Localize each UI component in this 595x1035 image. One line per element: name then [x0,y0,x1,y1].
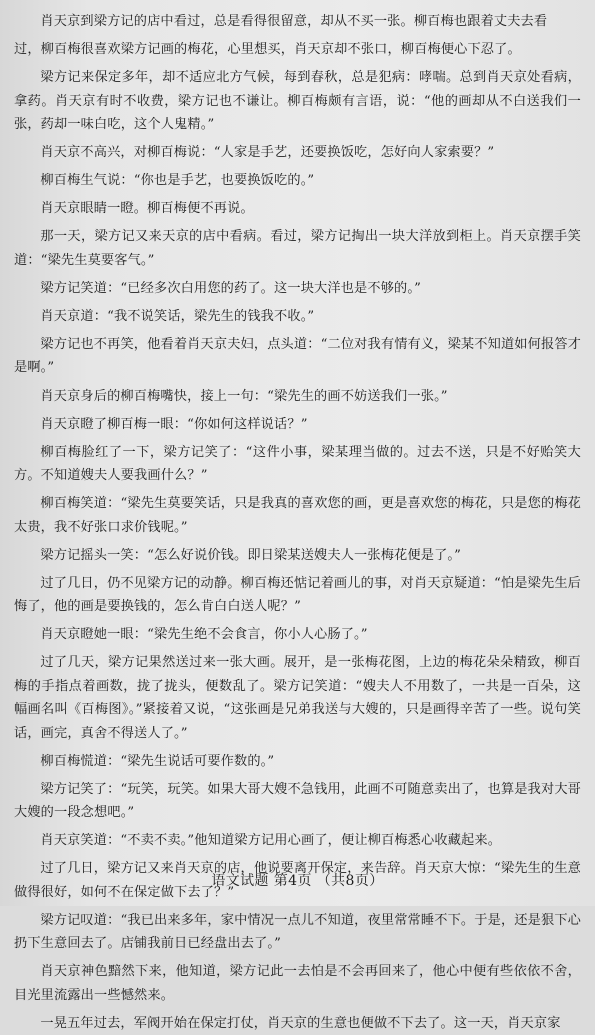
paragraph: 肖天京瞪了柳百梅一眼：“你如何这样说话？” [40,416,308,432]
paragraph: 肖天京到梁方记的店中看过，总是看得很留意，却从不买一张。柳百梅也跟着丈夫去看 [40,14,548,29]
paragraph: 过了几天，梁方记果然送过来一张大画。展开，是一张梅花图，上边的梅花朵朵精致，柳百梅的手指点着画数，拢了拢头，便数乱了。梁方记笑道：“嫂夫人不用数了，一共是一百朵，这幅画名叫《百梅图》。”紧接着又说，“这张画是兄弟我送与大嫂的，只是画得辛苦了一些。说句笑话，画完，真舍不得送人了。” [14,655,581,741]
paragraph: 柳百梅脸红了一下，梁方记笑了：“这件小事，梁某理当做的。过去不送，只是不好贻笑大方。不知道嫂夫人要我画什么？” [14,444,581,484]
paragraph: 梁方记也不再笑，他看着肖天京夫妇，点头道：“二位对我有情有义，梁某不知道如何报答才是啊。” [14,337,581,376]
paragraph: 梁方记笑道：“已经多次白用您的药了。这一块大洋也是不够的。” [40,280,422,296]
paragraph: 柳百梅生气说：“你也是手艺，也要换饭吃的。” [40,173,315,189]
paragraph: 那一天，梁方记又来天京的店中看病。看过，梁方记掏出一块大洋放到柜上。肖天京摆手笑道：“梁先生莫要客气。” [14,229,581,268]
paragraph: 过，柳百梅很喜欢梁方记画的梅花，心里想买，肖天京却不张口，柳百梅便心下忍了。 [14,42,521,58]
paragraph: 一晃五年过去，军阀开始在保定打仗，肖天京的生意也便做不下去了。这一天，肖天京家 [40,1015,561,1031]
paragraph: 肖天京不高兴，对柳百梅说：“人家是手艺，还要换饭吃，怎好向人家索要？” [40,145,495,161]
paragraph: 过了几日，仍不见梁方记的动静。柳百梅还惦记着画儿的事，对肖天京疑道：“怕是梁先生后悔了，他的画是要换钱的，怎么肯白白送人呢？” [14,575,581,615]
paragraph: 肖天京笑道：“不卖不卖。”他知道梁方记用心画了，便让柳百梅悉心收藏起来。 [40,833,502,849]
paragraph: 肖天京道：“我不说笑话，梁先生的钱我不收。” [40,308,315,324]
paragraph: 肖天京神色黯然下来，他知道，梁方记此一去怕是不会再回来了，他心中便有些依依不舍，目光里流露出一些憾然来。 [14,964,581,1003]
paragraph: 肖天京瞪她一眼：“梁先生绝不会食言，你小人心肠了。” [40,627,368,643]
paragraph: 过了几日，梁方记又来肖天京的店，他说要离开保定，来告辞。肖天京大惊：“梁先生的生意做得很好，如何不在保定做下去了？” [14,861,581,900]
paragraph: 柳百梅慌道：“梁先生说话可要作数的。” [40,753,275,769]
paragraph: 柳百梅笑道：“梁先生莫要笑话，只是我真的喜欢您的画，更是喜欢您的梅花，只是您的梅花太贵，我不好张口求价钱呢。” [14,496,581,535]
paragraph: 梁方记笑了：“玩笑，玩笑。如果大哥大嫂不急钱用，此画不可随意卖出了，也算是我对大哥大嫂的一段念想吧。” [14,781,581,821]
paragraph: 梁方记摇头一笑：“怎么好说价钱。即日梁某送嫂夫人一张梅花便是了。” [40,547,462,563]
paragraph: 梁方记叹道：“我已出来多年，家中情况一点儿不知道，夜里常常睡不下。于是，还是狠下心扔下生意回去了。店铺我前日已经盘出去了。” [14,912,581,952]
paragraph: 肖天京眼睛一瞪。柳百梅便不再说。 [40,201,254,217]
page-footer: 语文试题 第4页 （共8页） [211,873,384,889]
paragraph: 肖天京身后的柳百梅嘴快，接上一句：“梁先生的画不妨送我们一张。” [40,388,448,404]
paragraph: 梁方记来保定多年，却不适应北方气候，每到春秋，总是犯病：哮喘。总到肖天京处看病，拿药。肖天京有时不收费，梁方记也不谦让。柳百梅颇有言语，说：“他的画却从不白送我们一张，药却一味白吃，这个人鬼精。” [14,70,581,132]
